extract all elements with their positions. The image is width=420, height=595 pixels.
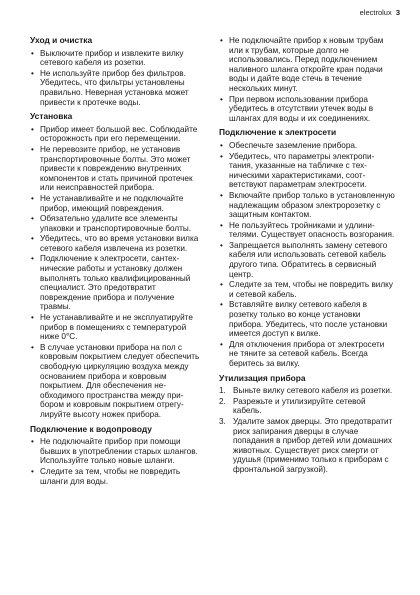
right-column	[219, 36, 395, 476]
section-title: Уход и очистка	[30, 35, 93, 45]
list-item: • Не устанавливайте и не подключайте прибор, имеющий повреждения.	[30, 194, 202, 213]
item-number: 3.	[219, 416, 226, 426]
section-title: Подключение к электросети	[219, 127, 337, 138]
list-item: • Включайте прибор только в установленную надлежащим образом электророзетку с защитным контактом.	[219, 191, 395, 220]
numbered-item	[219, 397, 395, 416]
item-number: 1.	[219, 386, 226, 396]
list-item: • Не пользуйтесь тройниками и удлинителями. Существует опасность возгорания.	[219, 221, 395, 240]
list-item: • При первом использовании прибора убедитесь в отсутствии утечек воды в шлангах для воды и их соединениях.	[219, 95, 395, 124]
section-title: Подключение к водопроводу	[30, 423, 152, 434]
list-item: • В случае установки прибора на пол с ковровым покрытием следует обеспечить свободную циркуляцию воздуха между основанием прибора и ковровым покрытием. Для обеспечения необходимого пространства между прибором и ковровым покрытием отрегулируйте высоту ножек прибора.	[30, 343, 202, 420]
section-installation	[30, 112, 202, 419]
left-column	[30, 36, 202, 487]
section-electric-connection	[219, 128, 395, 368]
list-item: • Вставляйте вилку сетевого кабеля в розетку только во конце установки прибора. Убедитесь, что после установки имеется доступ к вилке.	[219, 300, 395, 338]
list-item: • Выключите прибор и извлеките вилку сетевого кабеля из розетки.	[30, 49, 202, 68]
list-item: • Не перевозите прибор, не установив транспортировочные болты. Это может привести к повреждению внутренних компонентов и стать причиной протечек или неисправностей прибора.	[30, 145, 202, 193]
section-disposal	[219, 374, 395, 475]
item-text: Разрежьте и утилизируйте сетевой кабель.	[233, 396, 366, 416]
list-item: • Запрещается выполнять замену сетевого кабеля или использовать сетевой кабель другого типа. Обратитесь в сервисный центр.	[219, 241, 395, 279]
item-text: Выньте вилку сетевого кабеля из розетки.	[233, 386, 393, 396]
list-item: • Подключение к электросети, сантехнические работы и установку должен выполнять только квалифицированный специалист. Это предотвратит повреждение прибора и получение травмы.	[30, 254, 202, 312]
list-item: • Обязательно удалите все элементы упаковки и транспортировочные болты.	[30, 214, 202, 233]
list-item: • Следите за тем, чтобы не повредить вилку и сетевой кабель.	[219, 280, 395, 299]
list-item: • Не устанавливайте и не эксплуатируйте прибор в помещениях с температурой ниже 0°С.	[30, 313, 202, 342]
item-number: 2.	[219, 396, 226, 406]
item-text: Удалите замок дверцы. Это предотвратит риск запирания дверцы в случае попадания в прибор детей или домашних животных. Существует риск смерти от удушья (применимо только к приборам с фронтальной загрузкой).	[233, 416, 393, 474]
section-water-continued	[219, 36, 395, 123]
section-title: Установка	[30, 111, 73, 122]
list-item: • Не подключайте прибор к новым трубам или к трубам, которые долго не использовались. Перед подключением наливного шланга откройте кран подачи воды и дайте воде стечь в течение нескольких минут.	[219, 36, 395, 94]
list-item: • Прибор имеет большой вес. Соблюдайте осторожность при его перемещении.	[30, 125, 202, 144]
brand-name: electrolux	[359, 8, 392, 17]
section-title: Утилизация прибора	[219, 372, 306, 383]
section-water-connection	[30, 425, 202, 487]
list-item: • Убедитесь, что во время установки вилка сетевого кабеля извлечена из розетки.	[30, 234, 202, 253]
list-item: • Не используйте прибор без фильтров. Убедитесь, что фильтры установлены правильно. Неверная установка может привести к протечке воды.	[30, 69, 202, 107]
list-item: • Следите за тем, чтобы не повредить шланги для воды.	[30, 467, 202, 486]
list-item: • Не подключайте прибор при помощи бывших в употреблении старых шлангов. Используйте только новые шланги.	[30, 437, 202, 466]
page-header	[360, 8, 400, 17]
page-number: 3	[395, 8, 400, 17]
list-item: • Для отключения прибора от электросети не тяните за сетевой кабель. Всегда беритесь за вилку.	[219, 340, 395, 369]
numbered-item	[219, 417, 395, 475]
numbered-item	[219, 386, 395, 396]
list-item: • Убедитесь, что параметры электропитания, указанные на табличке с техническими характеристиками, соответствуют параметрам электросети.	[219, 152, 395, 190]
section-care	[30, 36, 202, 107]
list-item: • Обеспечьте заземление прибора.	[219, 141, 395, 151]
